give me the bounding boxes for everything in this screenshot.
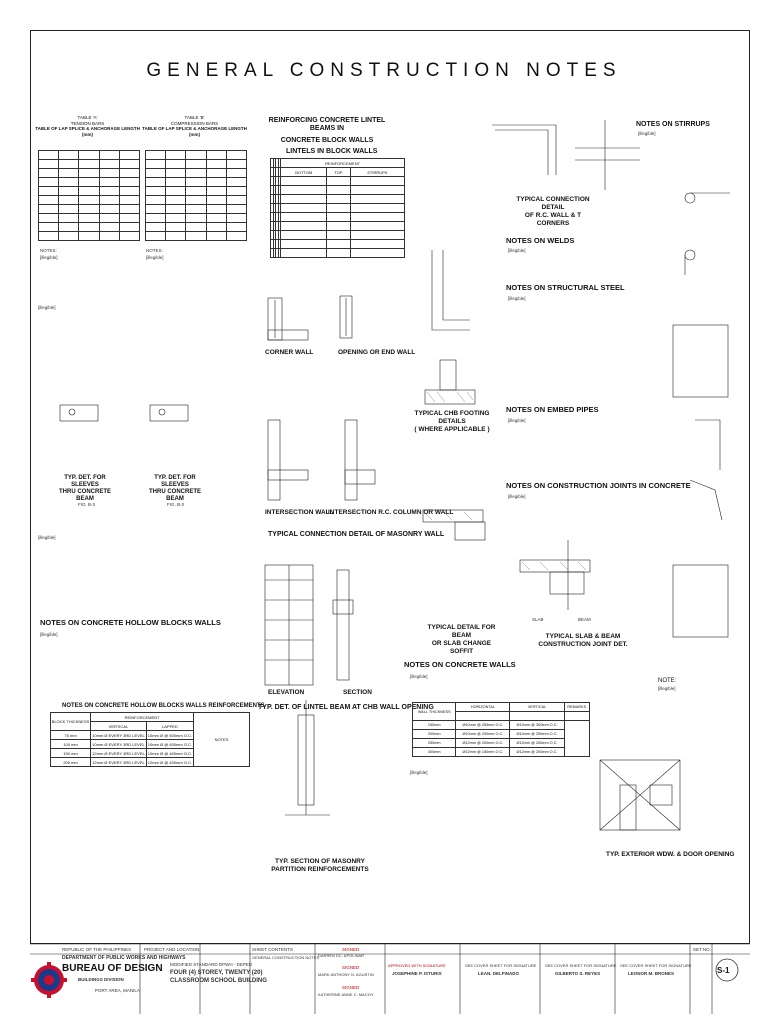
welds-heading: NOTES ON WELDS xyxy=(506,236,575,245)
chb-cell: 150 mm xyxy=(51,749,91,758)
table-a-sub2: TABLE OF LAP SPLICE & ANCHORAGE LENGTH (mm) xyxy=(35,126,140,137)
construction-joints-notes: [illegible] xyxy=(508,494,526,499)
table-a-grid xyxy=(38,150,140,241)
beam-slab-line1: TYPICAL DETAIL FOR BEAM xyxy=(427,624,496,639)
stirrups-heading: NOTES ON STIRRUPS xyxy=(636,121,710,128)
beam-splice-notes: [illegible] xyxy=(38,535,56,540)
lintels-title2: CONCRETE BLOCK WALLS xyxy=(280,137,374,144)
tb-signed-3: SIGNED xyxy=(342,985,360,990)
table-b-title: TABLE 'B' xyxy=(184,115,205,120)
opening-note-heading: NOTE: xyxy=(658,678,677,684)
tb-project-name2: CLASSROOM SCHOOL BUILDING xyxy=(170,978,267,984)
typ-conn-masonry-label: TYPICAL CONNECTION DETAIL OF MASONRY WALL xyxy=(268,531,445,538)
tb-see-cover-3: SEE COVER SHEET FOR SIGNATURE xyxy=(620,963,692,968)
chb-cell: 10mm Ø @ 400mm O.C. xyxy=(147,750,193,756)
intersection-rc-label: INTERSECTION R.C. COLUMN OR WALL xyxy=(328,509,454,516)
masonry-partition-label xyxy=(270,858,370,874)
chb-footing-line1: TYPICAL CHB FOOTING DETAILS xyxy=(414,410,490,425)
lintels-col-reinforcement: REINFORCEMENT xyxy=(281,159,405,168)
tb-address: PORT AREA, MANILA xyxy=(95,988,140,993)
stirrups-notes: [illegible] xyxy=(638,131,656,136)
chb-reinf-table xyxy=(50,712,250,767)
walls-col-vertical: VERTICAL xyxy=(510,703,564,712)
welds-notes: [illegible] xyxy=(508,248,526,253)
tb-sheet-number: S-1 xyxy=(717,966,730,975)
walls-col-remarks: REMARKS xyxy=(564,703,589,712)
walls-cell: Ø12mm @ 200mm O.C. xyxy=(510,748,564,757)
concrete-walls-notes: [illegible] xyxy=(410,674,428,679)
tb-approved-with-sig: APPROVED WITH SIGNATURE xyxy=(388,963,446,968)
chb-cell: 10mm Ø @ 600mm O.C. xyxy=(147,732,193,738)
chb-footing-label xyxy=(412,410,492,434)
chb-reinf-table-heading: NOTES ON CONCRETE HOLLOW BLOCKS WALLS REINFORCEMENTS xyxy=(62,703,265,709)
walls-cell: Ø12mm @ 150mm O.C. xyxy=(456,748,510,757)
slab-beam-line2: CONSTRUCTION JOINT DET. xyxy=(538,641,628,648)
chb-cell: 12mm Ø EVERY 3RD LEVEL xyxy=(92,759,145,765)
walls-cell: Ø12mm @ 250mm O.C. xyxy=(510,739,564,748)
tb-person-1: DARREN DC. APOLINAR xyxy=(318,953,365,958)
embed-pipes-heading: NOTES ON EMBED PIPES xyxy=(506,405,599,414)
walls-cell: Ø12mm @ 200mm O.C. xyxy=(456,739,510,748)
lintels-title1: REINFORCING CONCRETE LINTEL BEAMS IN xyxy=(268,117,386,132)
chb-footing-line2: ( WHERE APPLICABLE ) xyxy=(414,426,490,433)
walls-cell: 250mm xyxy=(413,739,456,748)
table-b-grid xyxy=(145,150,247,241)
beam-slab-soffit-label xyxy=(424,624,499,656)
elevation-label: ELEVATION xyxy=(268,689,305,696)
fig-b3-left: FIG. B-3 xyxy=(78,502,96,507)
chb-cell: 12mm Ø @ 400mm O.C. xyxy=(147,759,193,765)
masonry-part-line1: TYP. SECTION OF MASONRY xyxy=(275,858,365,865)
walls-cell: Ø10mm @ 300mm O.C. xyxy=(510,721,564,730)
chb-col-lapped: LAPPED xyxy=(146,722,193,731)
concrete-walls-heading: NOTES ON CONCRETE WALLS xyxy=(404,660,516,669)
rc-wall-corners-label xyxy=(508,196,598,228)
hollow-block-notes: [illegible] xyxy=(40,632,58,637)
tb-bureau: BUREAU OF DESIGN xyxy=(62,963,163,974)
tb-submitted-name: JOSEPHINE P. ISTURIS xyxy=(392,971,442,976)
bar-splice-notes: [illegible] xyxy=(38,305,56,310)
chb-cell: 10mm Ø EVERY 3RD LEVEL xyxy=(92,741,145,747)
tb-republic: REPUBLIC OF THE PHILIPPINES xyxy=(62,947,132,952)
table-b-sub1: COMPRESSION BARS xyxy=(170,120,219,126)
table-a-heading xyxy=(35,115,140,137)
sleeves-beam-line1: TYP. DET. FOR SLEEVES xyxy=(154,475,196,488)
chb-cell: 12mm Ø EVERY 3RD LEVEL xyxy=(92,750,145,756)
concrete-walls-more-notes: [illegible] xyxy=(410,770,428,775)
walls-cell: Ø10mm @ 250mm O.C. xyxy=(510,730,564,739)
tb-project-label: PROJECT AND LOCATION xyxy=(144,947,200,952)
table-a-sub1: TENSION BARS xyxy=(70,120,105,126)
beam-slab-line2: OR SLAB CHANGE SOFFIT xyxy=(431,640,492,655)
tb-person-3: KATHERINE ANNE C. MACOY xyxy=(318,992,374,997)
sheet-title: GENERAL CONSTRUCTION NOTES xyxy=(146,60,622,81)
tb-person-2: MARK ANTHONY N. AGUSTIN xyxy=(318,972,374,977)
walls-reinf-table xyxy=(412,702,590,757)
lintels-table-title: LINTELS IN BLOCK WALLS xyxy=(286,148,378,155)
chb-col-notes: NOTES xyxy=(194,713,250,767)
table-b-heading xyxy=(142,115,247,137)
fig-b3-right: FIG. B-3 xyxy=(167,502,185,507)
structural-steel-heading: NOTES ON STRUCTURAL STEEL xyxy=(506,283,625,292)
hollow-block-heading: NOTES ON CONCRETE HOLLOW BLOCKS WALLS xyxy=(40,618,221,627)
ext-door-label: TYP. EXTERIOR WDW. & DOOR OPENING xyxy=(606,851,735,858)
tb-sheet-contents: GENERAL CONSTRUCTION NOTES xyxy=(252,955,320,960)
sleeves-wall-label xyxy=(55,475,115,503)
chb-cell: 10mm Ø EVERY 3RD LEVEL xyxy=(92,732,145,738)
tb-sheet-contents-label: SHEET CONTENTS xyxy=(252,947,293,952)
beam-label: BEAM xyxy=(578,617,591,622)
tb-signed-1: SIGNED xyxy=(342,947,360,952)
table-a-notes-label: NOTES: xyxy=(40,248,57,253)
walls-col-horizontal: HORIZONTAL xyxy=(456,703,510,712)
tb-recommending-name-1: LEAN. DELFINADO xyxy=(478,971,519,976)
tb-project-name1: FOUR (4) STOREY, TWENTY (20) xyxy=(170,970,263,976)
lintels-col-top: TOP xyxy=(327,168,350,177)
tb-see-cover-2: SEE COVER SHEET FOR SIGNATURE xyxy=(545,963,617,968)
chb-col-thickness: BLOCK THICKNESS xyxy=(51,713,91,731)
opening-note-text: [illegible] xyxy=(658,686,676,691)
rc-corners-line1: TYPICAL CONNECTION DETAIL xyxy=(516,196,590,211)
tb-approved-name: LEONOR M. BRONES xyxy=(628,971,675,976)
table-b-notes-text: [illegible] xyxy=(146,255,164,260)
lintel-chb-opening-label: TYP. DET. OF LINTEL BEAM AT CHB WALL OPENING xyxy=(258,704,434,711)
intersection-wall-label: INTERSECTION WALL xyxy=(265,509,334,516)
sleeves-wall-line1: TYP. DET. FOR SLEEVES xyxy=(64,475,106,488)
lintels-table xyxy=(270,158,405,258)
walls-cell: 200mm xyxy=(413,730,456,739)
rc-corners-line2: OF R.C. WALL & T CORNERS xyxy=(524,212,582,227)
tb-department: DEPARTMENT OF PUBLIC WORKS AND HIGHWAYS xyxy=(62,955,186,961)
tb-set-no: SET NO. xyxy=(693,947,711,952)
lintels-heading xyxy=(262,117,392,145)
table-row xyxy=(413,739,590,748)
sleeves-wall-line2: THRU CONCRETE BEAM xyxy=(59,489,111,502)
slab-label: SLAB xyxy=(532,617,544,622)
walls-cell: 300mm xyxy=(413,748,456,757)
tb-project-std: MODIFIED STANDARD DPWH - DEPED xyxy=(170,962,253,967)
lintels-col-bottom: BOTTOM xyxy=(281,168,327,177)
slab-beam-joint-label xyxy=(538,633,628,649)
slab-beam-line1: TYPICAL SLAB & BEAM xyxy=(545,633,621,640)
chb-cell: 200 mm xyxy=(51,758,91,767)
walls-cell: Ø10mm @ 200mm O.C. xyxy=(456,730,510,739)
section-label: SECTION xyxy=(343,689,372,696)
walls-col-thickness: WALL THICKNESS xyxy=(413,703,456,721)
embed-pipes-notes: [illegible] xyxy=(508,418,526,423)
masonry-part-line2: PARTITION REINFORCEMENTS xyxy=(271,866,369,873)
table-b-sub2: TABLE OF LAP SPLICE & ANCHORAGE LENGTH (mm) xyxy=(142,126,247,137)
table-row xyxy=(413,748,590,757)
tb-recommending-name-2: GILBERTO S. REYES xyxy=(555,971,601,976)
tb-signed-2: SIGNED xyxy=(342,965,360,970)
table-row xyxy=(413,730,590,739)
structural-steel-notes: [illegible] xyxy=(508,296,526,301)
tb-division: BUILDINGS DIVISION xyxy=(78,977,124,982)
walls-cell: 150mm xyxy=(413,721,456,730)
walls-cell: Ø10mm @ 250mm O.C. xyxy=(456,721,510,730)
table-b-notes-label: NOTES: xyxy=(146,248,163,253)
table-row xyxy=(413,721,590,730)
chb-cell: 100 mm xyxy=(51,740,91,749)
tb-see-cover-1: SEE COVER SHEET FOR SIGNATURE xyxy=(465,963,537,968)
sleeves-beam-line2: THRU CONCRETE BEAM xyxy=(149,489,201,502)
sleeves-beam-label xyxy=(145,475,205,503)
opening-end-wall-label: OPENING OR END WALL xyxy=(338,349,416,356)
chb-cell: 75 mm xyxy=(51,731,91,740)
chb-cell: 10mm Ø @ 600mm O.C. xyxy=(147,741,193,747)
table-a-title: TABLE 'A' xyxy=(77,115,98,120)
table-a-notes-text: [illegible] xyxy=(40,255,58,260)
chb-col-reinf: REINFORCEMENT xyxy=(91,713,194,722)
construction-joints-heading: NOTES ON CONSTRUCTION JOINTS IN CONCRETE xyxy=(506,481,691,490)
lintels-col-stirrups: STIRRUPS xyxy=(350,168,404,177)
chb-col-vertical: VERTICAL xyxy=(91,722,147,731)
corner-wall-label: CORNER WALL xyxy=(265,349,314,356)
